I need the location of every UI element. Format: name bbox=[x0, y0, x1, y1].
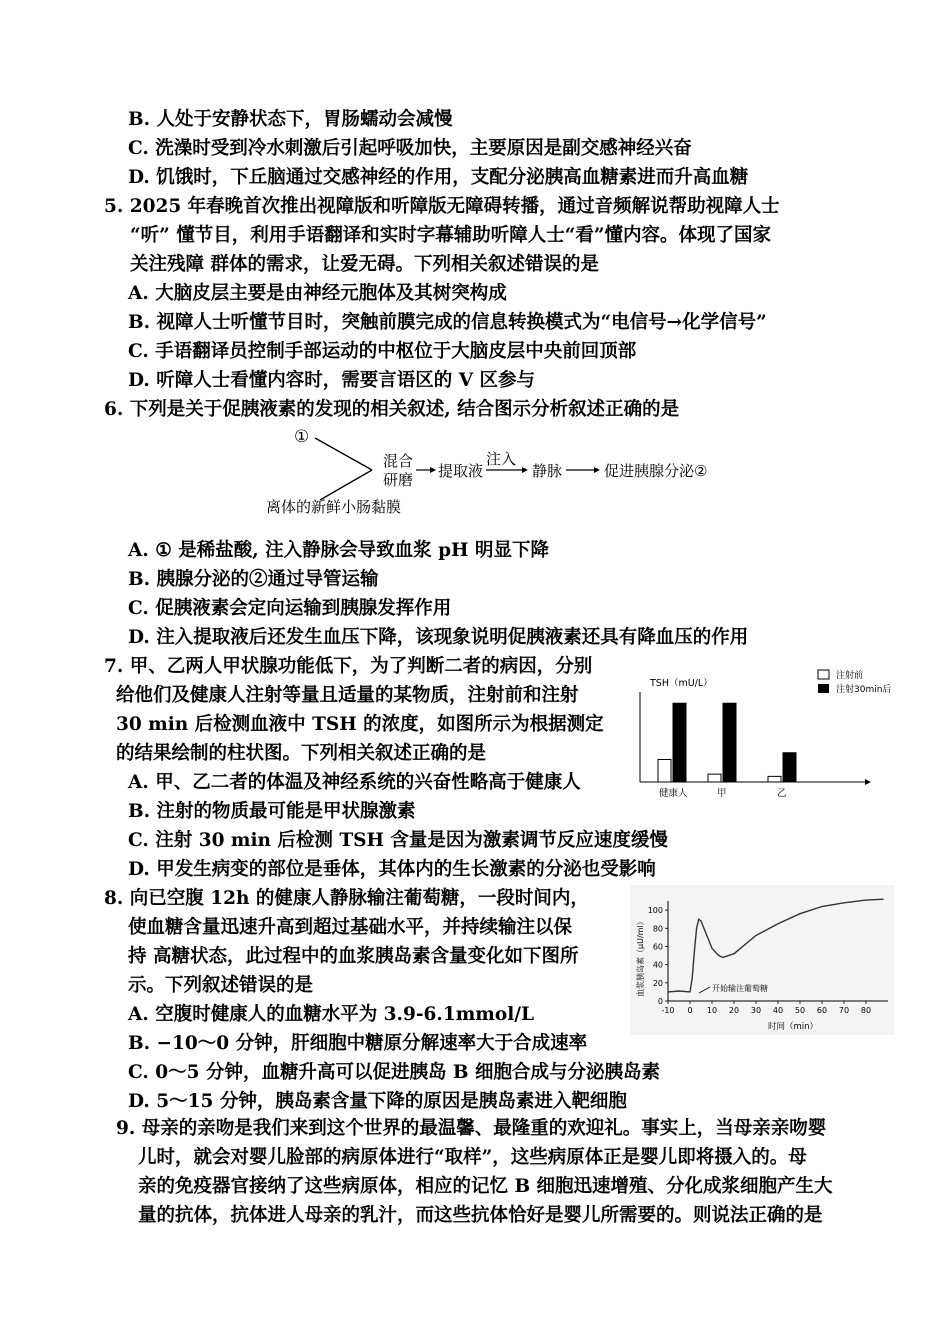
insulin-xtick-label-8: 70 bbox=[838, 1006, 850, 1015]
q9-line3: 亲的免疫器官接纳了这些病原体，相应的记忆 B 细胞迅速增殖、分化成浆细胞产生大 bbox=[138, 1176, 833, 1197]
diagram-result: 促进胰腺分泌② bbox=[604, 462, 708, 480]
insulin-xtick-label-6: 50 bbox=[794, 1006, 806, 1015]
q5-option-d: D. 听障人士看懂内容时，需要言语区的 V 区参与 bbox=[128, 370, 536, 391]
tsh-category-label-0: 健康人 bbox=[659, 788, 688, 799]
insulin-xlabel: 时间（min） bbox=[768, 1022, 819, 1032]
tsh-legend-label-1: 注射30min后 bbox=[836, 685, 892, 695]
q8-option-c: C. 0～5 分钟，血糖升高可以促进胰岛 B 细胞合成与分泌胰岛素 bbox=[128, 1062, 660, 1083]
insulin-xtick-label-3: 20 bbox=[728, 1006, 740, 1015]
tsh-bar-1-1 bbox=[723, 703, 736, 782]
tsh-legend-swatch-1 bbox=[818, 684, 829, 693]
insulin-ytick-label-5: 100 bbox=[647, 906, 663, 916]
q6-option-b: B. 胰腺分泌的②通过导管运输 bbox=[128, 569, 379, 590]
insulin-ytick-label-4: 80 bbox=[652, 924, 663, 934]
q7-stem-line1: 7. 甲、乙两人甲状腺功能低下，为了判断二者的病因，分别 bbox=[104, 656, 593, 677]
insulin-ytick-label-3: 60 bbox=[652, 942, 663, 952]
insulin-xtick-label-4: 30 bbox=[750, 1006, 762, 1015]
q6-option-a: A. ① 是稀盐酸, 注入静脉会导致血浆 pH 明显下降 bbox=[128, 540, 549, 561]
q8-stem-line1: 8. 向已空腹 12h 的健康人静脉输注葡萄糖，一段时间内， bbox=[104, 888, 589, 909]
insulin-xtick-label-0: -10 bbox=[661, 1006, 675, 1015]
tsh-bar-1-0 bbox=[708, 774, 721, 782]
q7-stem-line3: 30 min 后检测血液中 TSH 的浓度，如图所示为根据测定 bbox=[116, 714, 604, 735]
q5-option-b: B. 视障人士听懂节目时，突触前膜完成的信息转换模式为“电信号→化学信号” bbox=[128, 312, 767, 333]
tsh-bar-chart bbox=[630, 662, 892, 802]
insulin-xtick-label-1: 0 bbox=[687, 1006, 693, 1015]
q7-option-d: D. 甲发生病变的部位是垂体，其体内的生长激素的分泌也受影响 bbox=[128, 859, 656, 880]
q6-option-d: D. 注入提取液后还发生血压下降，该现象说明促胰液素还具有降血压的作用 bbox=[128, 627, 749, 648]
tsh-bar-0-1 bbox=[673, 703, 686, 782]
q7-stem-line2: 给他们及健康人注射等量且适量的某物质，注射前和注射 bbox=[116, 685, 579, 706]
q4-option-b: B. 人处于安静状态下，胃肠蠕动会减慢 bbox=[128, 109, 453, 130]
q8-option-b: B. −10～0 分钟，肝细胞中糖原分解速率大于合成速率 bbox=[128, 1033, 588, 1054]
q7-option-b: B. 注射的物质最可能是甲状腺激素 bbox=[128, 801, 416, 822]
insulin-ylabel: 血浆胰岛素（μU/ml） bbox=[636, 917, 645, 997]
diagram-vein: 静脉 bbox=[532, 462, 563, 480]
q9-line2: 儿时，就会对婴儿脸部的病原体进行“取样”，这些病原体正是婴儿即将摄入的。母 bbox=[138, 1147, 807, 1168]
tsh-bar-0-0 bbox=[658, 760, 671, 783]
diagram-extract: 提取液 bbox=[438, 462, 484, 480]
q5-stem-line2: “听” 懂节目，利用手语翻译和实时字幕辅助听障人士“看”懂内容。体现了国家 bbox=[130, 225, 772, 246]
secretin-diagram bbox=[260, 422, 730, 522]
q7-option-c: C. 注射 30 min 后检测 TSH 含量是因为激素调节反应速度缓慢 bbox=[128, 830, 668, 851]
q9-line4: 量的抗体，抗体进人母亲的乳汁，而这些抗体恰好是婴儿所需要的。则说法正确的是 bbox=[138, 1205, 823, 1226]
q8-option-d: D. 5～15 分钟，胰岛素含量下降的原因是胰岛素进入靶细胞 bbox=[128, 1091, 627, 1112]
diagram-source: 离体的新鲜小肠黏膜 bbox=[266, 498, 402, 516]
tsh-legend-swatch-0 bbox=[818, 670, 829, 679]
q8-stem-line2: 使血糖含量迅速升高到超过基础水平，并持续输注以保 bbox=[128, 917, 573, 938]
q4-option-d: D. 饥饿时，下丘脑通过交感神经的作用，支配分泌胰高血糖素进而升高血糖 bbox=[128, 167, 749, 188]
tsh-legend-label-0: 注射前 bbox=[836, 671, 864, 681]
diagram-mix1: 混合 bbox=[383, 452, 414, 470]
q6-option-c: C. 促胰液素会定向运输到胰腺发挥作用 bbox=[128, 598, 452, 619]
insulin-xtick-label-2: 10 bbox=[706, 1006, 718, 1015]
tsh-category-label-1: 甲 bbox=[717, 788, 727, 799]
q7-option-a: A. 甲、乙二者的体温及神经系统的兴奋性略高于健康人 bbox=[128, 772, 581, 793]
q5-stem-line3: 关注残障 群体的需求，让爱无碍。下列相关叙述错误的是 bbox=[130, 254, 599, 275]
q4-option-c: C. 洗澡时受到冷水刺激后引起呼吸加快，主要原因是副交感神经兴奋 bbox=[128, 138, 692, 159]
diagram-inject: 注入 bbox=[486, 450, 517, 468]
q5-option-a: A. 大脑皮层主要是由神经元胞体及其树突构成 bbox=[128, 283, 507, 304]
q8-stem-line4: 示。下列叙述错误的是 bbox=[128, 975, 314, 996]
q6-stem: 6. 下列是关于促胰液素的发现的相关叙述, 结合图示分析叙述正确的是 bbox=[104, 399, 680, 420]
q9-line1: 9. 母亲的亲吻是我们来到这个世界的最温馨、最隆重的欢迎礼。事实上，当母亲亲吻婴 bbox=[116, 1118, 827, 1139]
insulin-ytick-label-0: 0 bbox=[657, 997, 663, 1006]
insulin-xtick-label-9: 80 bbox=[860, 1006, 872, 1015]
tsh-category-label-2: 乙 bbox=[777, 788, 787, 799]
insulin-ytick-label-1: 20 bbox=[652, 978, 663, 988]
tsh-bar-2-1 bbox=[783, 753, 796, 782]
insulin-line-chart bbox=[630, 885, 895, 1035]
diagram-mix2: 研磨 bbox=[383, 471, 414, 489]
insulin-xtick-label-5: 40 bbox=[772, 1006, 784, 1015]
q7-stem-line4: 的结果绘制的柱状图。下列相关叙述正确的是 bbox=[116, 743, 487, 764]
insulin-xtick-label-7: 60 bbox=[816, 1006, 828, 1015]
q5-option-c: C. 手语翻译员控制手部运动的中枢位于大脑皮层中央前回顶部 bbox=[128, 341, 637, 362]
q8-stem-line3: 持 高糖状态，此过程中的血浆胰岛素含量变化如下图所 bbox=[128, 946, 579, 967]
insulin-annotation: 开始输注葡萄糖 bbox=[712, 984, 768, 993]
q5-stem-line1: 5. 2025 年春晚首次推出视障版和听障版无障碍转播，通过音频解说帮助视障人士 bbox=[104, 196, 780, 217]
tsh-ylabel: TSH（mU/L） bbox=[650, 678, 713, 689]
diagram-circle1: ① bbox=[294, 427, 310, 447]
tsh-bar-2-0 bbox=[768, 776, 781, 782]
q8-option-a: A. 空腹时健康人的血糖水平为 3.9-6.1mmol/L bbox=[128, 1004, 535, 1025]
insulin-ytick-label-2: 40 bbox=[652, 960, 663, 970]
